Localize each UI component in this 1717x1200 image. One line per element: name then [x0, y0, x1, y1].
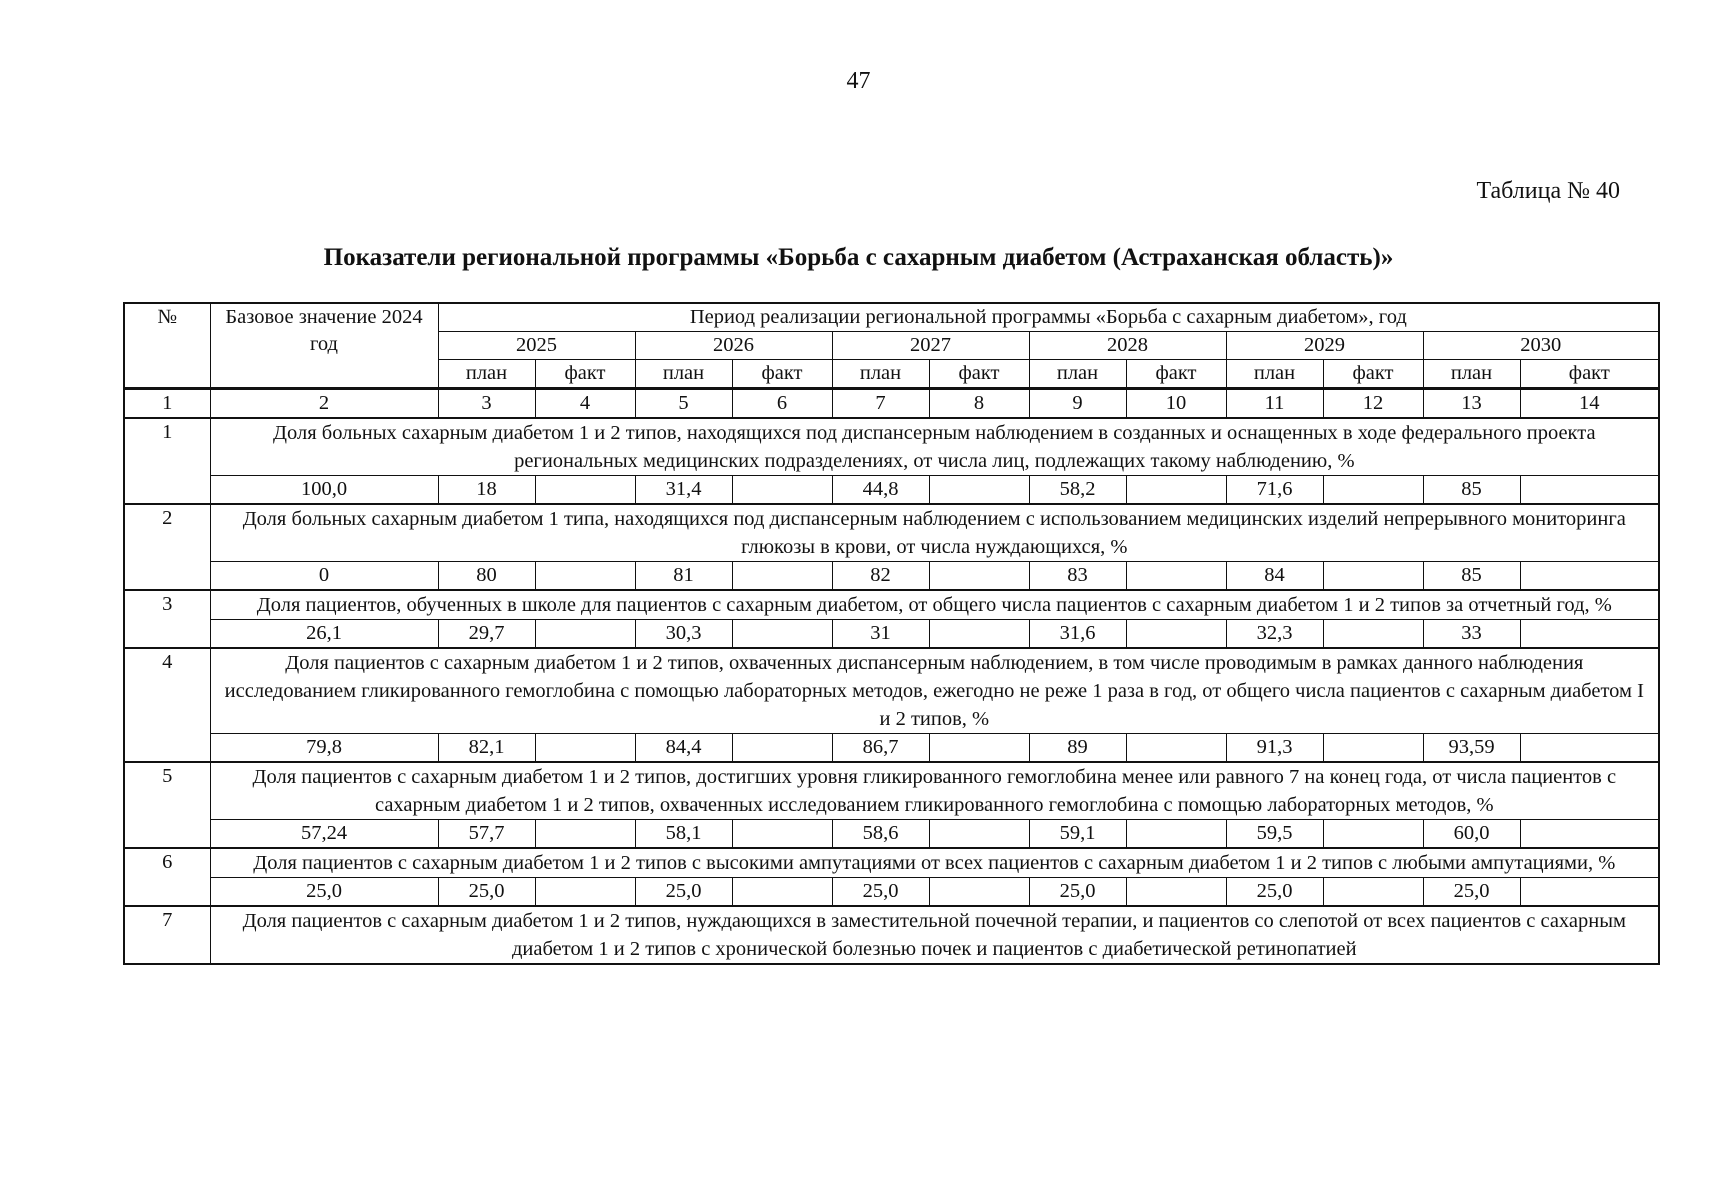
plan-value-cell: 85 [1423, 562, 1520, 591]
header-year: 2029 [1226, 332, 1423, 360]
fact-value-cell [929, 562, 1029, 591]
fact-value-cell [929, 820, 1029, 849]
fact-value-cell [1126, 476, 1226, 505]
header-fact: факт [732, 360, 832, 389]
fact-value-cell [1520, 476, 1659, 505]
fact-value-cell [1126, 562, 1226, 591]
fact-value-cell [732, 476, 832, 505]
indicator-number: 4 [124, 648, 210, 762]
plan-value-cell: 85 [1423, 476, 1520, 505]
base-value-cell: 100,0 [210, 476, 438, 505]
header-plan: план [1226, 360, 1323, 389]
column-number: 9 [1029, 389, 1126, 419]
indicator-number: 1 [124, 418, 210, 504]
base-value-cell: 79,8 [210, 734, 438, 763]
plan-value-cell: 32,3 [1226, 620, 1323, 649]
column-number: 10 [1126, 389, 1226, 419]
column-numbers-row [124, 389, 1659, 419]
indicator-row [124, 848, 1659, 878]
column-number: 2 [210, 389, 438, 419]
header-year: 2030 [1423, 332, 1659, 360]
header-num: № [124, 303, 210, 389]
plan-value-cell: 25,0 [438, 878, 535, 907]
fact-value-cell [1323, 820, 1423, 849]
plan-value-cell: 25,0 [1029, 878, 1126, 907]
indicator-description: Доля пациентов с сахарным диабетом 1 и 2 типов, нуждающихся в заместительной почечной терапии, и пациентов со слепотой от всех пациентов с сахарным диабетом 1 и 2 типов с хронической болезнью почек и пациентов с диабетической ретинопатией [210, 906, 1659, 964]
fact-value-cell [1323, 620, 1423, 649]
fact-value-cell [535, 734, 635, 763]
header-year: 2028 [1029, 332, 1226, 360]
indicator-description: Доля больных сахарным диабетом 1 типа, находящихся под диспансерным наблюдением с использованием медицинских изделий непрерывного мониторинга глюкозы в крови, от числа нуждающихся, % [210, 504, 1659, 562]
header-plan: план [1029, 360, 1126, 389]
header-plan: план [832, 360, 929, 389]
table-label: Таблица № 40 [1476, 178, 1620, 204]
fact-value-cell [535, 820, 635, 849]
indicator-description: Доля больных сахарным диабетом 1 и 2 типов, находящихся под диспансерным наблюдением в созданных и оснащенных в ходе федерального проекта региональных медицинских подразделениях, от числа лиц, подлежащих такому наблюдению, % [210, 418, 1659, 476]
plan-value-cell: 80 [438, 562, 535, 591]
plan-value-cell: 31,6 [1029, 620, 1126, 649]
header-fact: факт [929, 360, 1029, 389]
indicator-row [124, 906, 1659, 964]
plan-value-cell: 59,5 [1226, 820, 1323, 849]
plan-value-cell: 31 [832, 620, 929, 649]
column-number: 7 [832, 389, 929, 419]
fact-value-cell [1126, 734, 1226, 763]
fact-value-cell [929, 620, 1029, 649]
indicator-description: Доля пациентов с сахарным диабетом 1 и 2 типов, охваченных диспансерным наблюдением, в том числе проводимым в рамках данного наблюдения исследованием гликированного гемоглобина с помощью лабораторных методов, ежегодно не реже 1 раза в год, от общего числа пациентов с сахарным диабетом I и 2 типов, % [210, 648, 1659, 734]
fact-value-cell [535, 562, 635, 591]
fact-value-cell [1520, 878, 1659, 907]
header-plan: план [635, 360, 732, 389]
indicator-number: 3 [124, 590, 210, 648]
header-fact: факт [1126, 360, 1226, 389]
column-number: 3 [438, 389, 535, 419]
fact-value-cell [1520, 820, 1659, 849]
plan-value-cell: 33 [1423, 620, 1520, 649]
plan-value-cell: 91,3 [1226, 734, 1323, 763]
base-value-cell: 26,1 [210, 620, 438, 649]
indicator-number: 2 [124, 504, 210, 590]
header-fact: факт [1520, 360, 1659, 389]
plan-value-cell: 84,4 [635, 734, 732, 763]
plan-value-cell: 57,7 [438, 820, 535, 849]
plan-value-cell: 25,0 [635, 878, 732, 907]
column-number: 11 [1226, 389, 1323, 419]
indicator-row [124, 648, 1659, 734]
indicator-values-row [124, 878, 1659, 907]
plan-value-cell: 25,0 [832, 878, 929, 907]
plan-value-cell: 60,0 [1423, 820, 1520, 849]
plan-value-cell: 81 [635, 562, 732, 591]
fact-value-cell [535, 620, 635, 649]
header-base-value: Базовое значение 2024 год [210, 303, 438, 389]
document-title: Показатели региональной программы «Борьба с сахарным диабетом (Астраханская область)» [323, 244, 1394, 271]
plan-value-cell: 18 [438, 476, 535, 505]
header-year: 2025 [438, 332, 635, 360]
plan-value-cell: 59,1 [1029, 820, 1126, 849]
plan-value-cell: 29,7 [438, 620, 535, 649]
plan-value-cell: 44,8 [832, 476, 929, 505]
plan-value-cell: 83 [1029, 562, 1126, 591]
fact-value-cell [1126, 878, 1226, 907]
fact-value-cell [1323, 734, 1423, 763]
header-fact: факт [1323, 360, 1423, 389]
column-number: 1 [124, 389, 210, 419]
header-year: 2026 [635, 332, 832, 360]
fact-value-cell [929, 878, 1029, 907]
base-value-cell: 0 [210, 562, 438, 591]
column-number: 8 [929, 389, 1029, 419]
indicator-values-row [124, 620, 1659, 649]
fact-value-cell [1520, 562, 1659, 591]
fact-value-cell [535, 878, 635, 907]
fact-value-cell [732, 878, 832, 907]
fact-value-cell [1323, 476, 1423, 505]
column-number: 5 [635, 389, 732, 419]
plan-value-cell: 82 [832, 562, 929, 591]
plan-value-cell: 58,2 [1029, 476, 1126, 505]
fact-value-cell [1126, 820, 1226, 849]
indicator-number: 7 [124, 906, 210, 964]
plan-value-cell: 82,1 [438, 734, 535, 763]
base-value-cell: 25,0 [210, 878, 438, 907]
header-year: 2027 [832, 332, 1029, 360]
fact-value-cell [1126, 620, 1226, 649]
indicator-values-row [124, 476, 1659, 505]
plan-value-cell: 84 [1226, 562, 1323, 591]
column-number: 6 [732, 389, 832, 419]
header-plan: план [438, 360, 535, 389]
header-period: Период реализации региональной программы «Борьба с сахарным диабетом», год [438, 303, 1659, 332]
plan-value-cell: 58,1 [635, 820, 732, 849]
header-plan: план [1423, 360, 1520, 389]
base-value-cell: 57,24 [210, 820, 438, 849]
table-body [124, 303, 1659, 964]
column-number: 4 [535, 389, 635, 419]
fact-value-cell [929, 476, 1029, 505]
header-row-1 [124, 303, 1659, 332]
fact-value-cell [732, 820, 832, 849]
indicator-number: 6 [124, 848, 210, 906]
indicator-values-row [124, 562, 1659, 591]
indicator-description: Доля пациентов с сахарным диабетом 1 и 2 типов, достигших уровня гликированного гемоглобина менее или равного 7 на конец года, от числа пациентов с сахарным диабетом 1 и 2 типов, охваченных исследованием гликированного гемоглобина с помощью лабораторных методов, % [210, 762, 1659, 820]
indicator-row [124, 504, 1659, 562]
page-number: 47 [846, 68, 871, 94]
indicator-row [124, 590, 1659, 620]
indicator-row [124, 418, 1659, 476]
column-number: 14 [1520, 389, 1659, 419]
fact-value-cell [1520, 620, 1659, 649]
indicator-number: 5 [124, 762, 210, 848]
plan-value-cell: 89 [1029, 734, 1126, 763]
plan-value-cell: 30,3 [635, 620, 732, 649]
plan-value-cell: 25,0 [1423, 878, 1520, 907]
indicator-row [124, 762, 1659, 820]
indicators-table [123, 302, 1660, 965]
fact-value-cell [732, 562, 832, 591]
fact-value-cell [929, 734, 1029, 763]
indicator-values-row [124, 734, 1659, 763]
indicator-description: Доля пациентов, обученных в школе для пациентов с сахарным диабетом, от общего числа пациентов с сахарным диабетом 1 и 2 типов за отчетный год, % [210, 590, 1659, 620]
plan-value-cell: 93,59 [1423, 734, 1520, 763]
plan-value-cell: 71,6 [1226, 476, 1323, 505]
plan-value-cell: 86,7 [832, 734, 929, 763]
fact-value-cell [1323, 878, 1423, 907]
fact-value-cell [1520, 734, 1659, 763]
plan-value-cell: 25,0 [1226, 878, 1323, 907]
header-fact: факт [535, 360, 635, 389]
fact-value-cell [1323, 562, 1423, 591]
column-number: 12 [1323, 389, 1423, 419]
fact-value-cell [732, 734, 832, 763]
indicator-values-row [124, 820, 1659, 849]
indicator-description: Доля пациентов с сахарным диабетом 1 и 2 типов с высокими ампутациями от всех пациентов с сахарным диабетом 1 и 2 типов с любыми ампутациями, % [210, 848, 1659, 878]
plan-value-cell: 31,4 [635, 476, 732, 505]
fact-value-cell [732, 620, 832, 649]
fact-value-cell [535, 476, 635, 505]
column-number: 13 [1423, 389, 1520, 419]
plan-value-cell: 58,6 [832, 820, 929, 849]
